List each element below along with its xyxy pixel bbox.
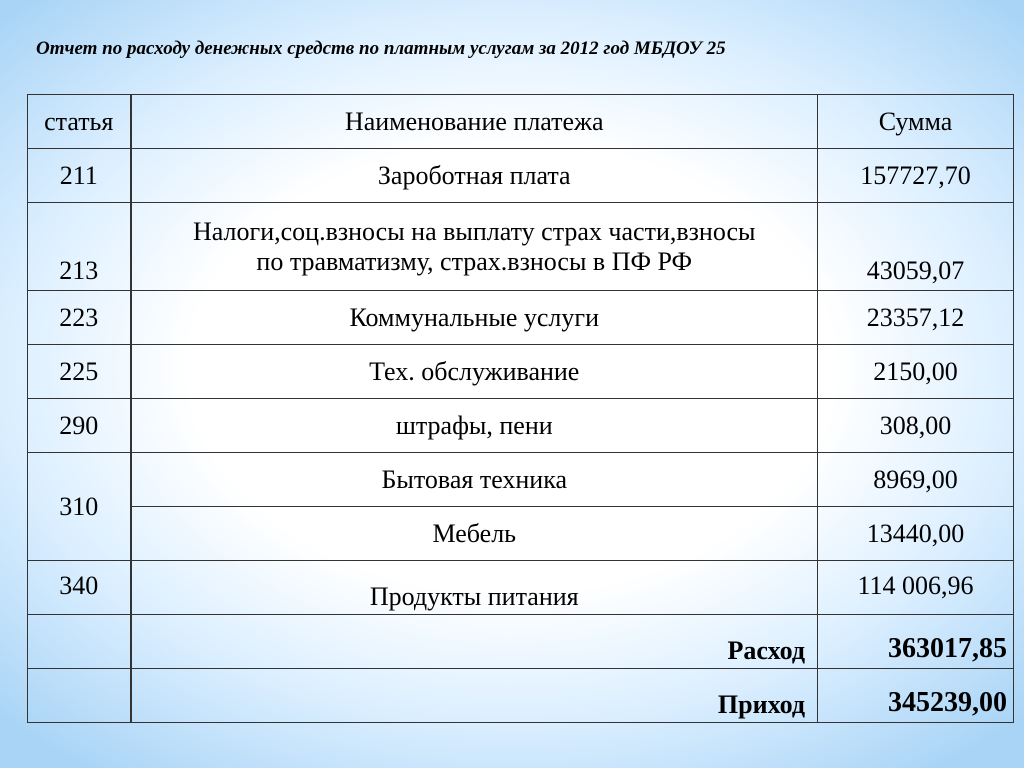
row-code: 310 (28, 453, 131, 561)
row-amount: 308,00 (818, 399, 1014, 453)
row-amount: 2150,00 (818, 345, 1014, 399)
table-header-row (28, 95, 1014, 149)
header-code: статья (28, 95, 131, 149)
totals-expense-row (28, 615, 1014, 669)
table-row (28, 453, 1014, 507)
row-name: Коммунальные услуги (131, 291, 818, 345)
row-name: Продукты питания (131, 561, 818, 615)
row-amount: 13440,00 (818, 507, 1014, 561)
table-row (28, 291, 1014, 345)
row-code: 223 (28, 291, 131, 345)
expense-amount: 363017,85 (818, 615, 1014, 669)
row-amount: 8969,00 (818, 453, 1014, 507)
empty-cell (28, 669, 131, 723)
expense-label: Расход (131, 615, 818, 669)
row-code: 290 (28, 399, 131, 453)
totals-income-row (28, 669, 1014, 723)
row-code: 211 (28, 149, 131, 203)
row-amount: 23357,12 (818, 291, 1014, 345)
row-amount: 43059,07 (818, 203, 1014, 291)
row-name: штрафы, пени (131, 399, 818, 453)
table-row (28, 149, 1014, 203)
row-name: Тех. обслуживание (131, 345, 818, 399)
header-amount: Сумма (818, 95, 1014, 149)
table-row (28, 203, 1014, 291)
row-name: Бытовая техника (131, 453, 818, 507)
empty-cell (28, 615, 131, 669)
table-row (28, 345, 1014, 399)
header-name: Наименование платежа (131, 95, 818, 149)
report-title: Отчет по расходу денежных средств по платным услугам за 2012 год МБДОУ 25 (36, 38, 726, 59)
row-amount: 114 006,96 (818, 561, 1014, 615)
table-row (28, 561, 1014, 615)
row-name: Мебель (131, 507, 818, 561)
row-amount: 157727,70 (818, 149, 1014, 203)
row-name-line2: по травматизму, страх.взносы в ПФ РФ (256, 246, 693, 276)
table-row (28, 507, 1014, 561)
row-code: 225 (28, 345, 131, 399)
row-name-line1: Налоги,соц.взносы на выплату страх части,взносы (193, 216, 756, 246)
row-code: 213 (28, 203, 131, 291)
table-row (28, 399, 1014, 453)
row-name (131, 203, 818, 291)
income-amount: 345239,00 (818, 669, 1014, 723)
income-label: Приход (131, 669, 818, 723)
row-name: Зароботная плата (131, 149, 818, 203)
expense-report-table (27, 94, 1014, 723)
row-code: 340 (28, 561, 131, 615)
